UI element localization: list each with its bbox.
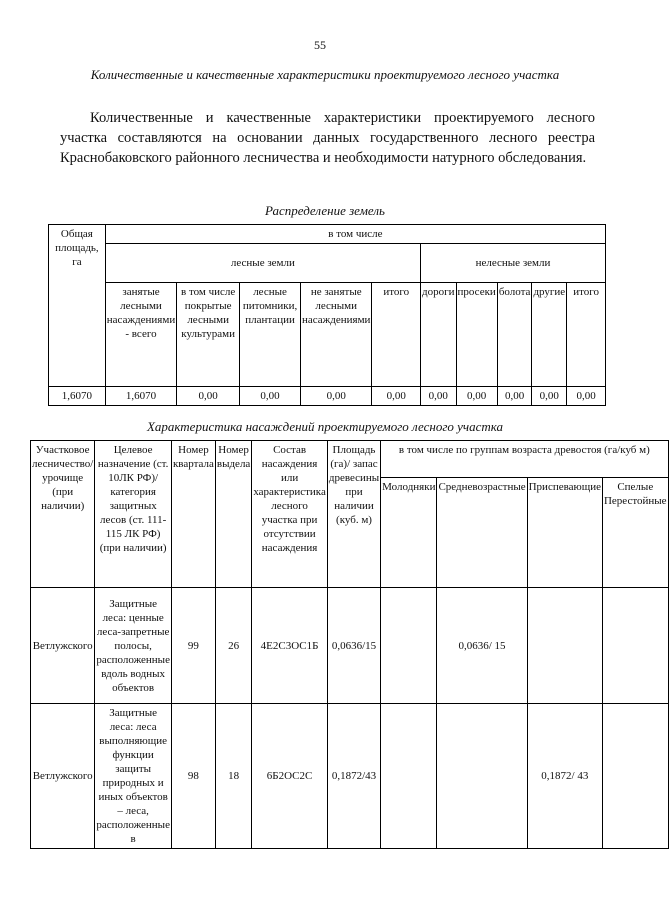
intro-paragraph: Количественные и качественные характеристики проектируемого лесного участка составляются на основании данных государственного лесного реестра Краснобаковского районного лесничества и необходимости натурного обследования. xyxy=(60,110,595,166)
header-nonforest-col: болота xyxy=(497,283,532,387)
header-age-col: Спелые Перестойные xyxy=(602,478,668,588)
header-forest-col: занятые лесными насаждениями - всего xyxy=(105,283,176,387)
land-cell: 0,00 xyxy=(421,387,457,406)
section-title: Количественные и качественные характеристики проектируемого лесного участка xyxy=(90,67,560,82)
ripening-cell: 0,1872/ 43 xyxy=(527,704,602,849)
header-age-col: Приспевающие xyxy=(527,478,602,588)
header-forest-col: лесные питомники, плантации xyxy=(240,283,301,387)
header-total-area: Общая площадь, га xyxy=(49,225,106,387)
header-area: Площадь (га)/ запас древесины при наличии (куб. м) xyxy=(327,441,380,588)
block-cell: 99 xyxy=(171,588,215,704)
header-forest-col: в том числе покрытые лесными культурами xyxy=(177,283,240,387)
land-cell: 0,00 xyxy=(567,387,606,406)
purpose-cell: Защитные леса: леса выполняющие функции защиты природных и иных объектов – леса, расположенные в xyxy=(95,704,172,849)
land-cell: 0,00 xyxy=(301,387,372,406)
land-cell: 1,6070 xyxy=(49,387,106,406)
header-block: Номер квартала xyxy=(171,441,215,588)
purpose-cell: Защитные леса: ценные леса-запретные полосы, расположенные вдоль водных объектов xyxy=(95,588,172,704)
block-cell: 98 xyxy=(171,704,215,849)
header-forest-col: не занятые лесными насаждениями xyxy=(301,283,372,387)
header-age-groups: в том числе по группам возраста древостоя (га/куб м) xyxy=(381,441,668,478)
middle-age-cell xyxy=(437,704,527,849)
ripening-cell xyxy=(527,588,602,704)
mature-cell xyxy=(602,588,668,704)
land-cell: 0,00 xyxy=(532,387,567,406)
middle-age-cell: 0,0636/ 15 xyxy=(437,588,527,704)
land-cell: 0,00 xyxy=(177,387,240,406)
page-number: 55 xyxy=(314,38,326,52)
composition-cell: 6Б2ОС2С xyxy=(252,704,328,849)
area-cell: 0,1872/43 xyxy=(327,704,380,849)
header-nonforest-col: другие xyxy=(532,283,567,387)
header-composition: Состав насаждения или характеристика лесного участка при отсутствии насаждения xyxy=(252,441,328,588)
header-including: в том числе xyxy=(105,225,605,244)
land-cell: 0,00 xyxy=(240,387,301,406)
composition-cell: 4Е2С3ОС1Б xyxy=(252,588,328,704)
header-nonforest-col: итого xyxy=(567,283,606,387)
compartment-cell: 18 xyxy=(215,704,251,849)
stand-characteristics-table xyxy=(30,440,669,849)
stand-table-title: Характеристика насаждений проектируемого лесного участка xyxy=(146,419,504,434)
mature-cell xyxy=(602,704,668,849)
area-cell: 0,0636/15 xyxy=(327,588,380,704)
district-cell: Ветлужского xyxy=(31,704,95,849)
land-distribution-table xyxy=(48,224,606,406)
land-table-title: Распределение земель xyxy=(265,203,385,218)
land-cell: 1,6070 xyxy=(105,387,176,406)
header-compartment: Номер выдела xyxy=(215,441,251,588)
land-cell: 0,00 xyxy=(497,387,532,406)
header-nonforest-lands: нелесные земли xyxy=(421,244,606,283)
table-row xyxy=(31,704,669,849)
header-forest-col: итого xyxy=(372,283,421,387)
header-nonforest-col: просеки xyxy=(456,283,497,387)
land-cell: 0,00 xyxy=(372,387,421,406)
compartment-cell: 26 xyxy=(215,588,251,704)
district-cell: Ветлужского xyxy=(31,588,95,704)
header-forest-lands: лесные земли xyxy=(105,244,420,283)
young-cell xyxy=(381,704,437,849)
header-district: Участковое лесничество/ урочище (при наличии) xyxy=(31,441,95,588)
header-age-col: Средневозрастные xyxy=(437,478,527,588)
table-row xyxy=(31,588,669,704)
land-cell: 0,00 xyxy=(456,387,497,406)
header-nonforest-col: дороги xyxy=(421,283,457,387)
young-cell xyxy=(381,588,437,704)
header-purpose: Целевое назначение (ст. 10ЛК РФ)/ категория защитных лесов (ст. 111-115 ЛК РФ) (при наличии) xyxy=(95,441,172,588)
header-age-col: Молодняки xyxy=(381,478,437,588)
